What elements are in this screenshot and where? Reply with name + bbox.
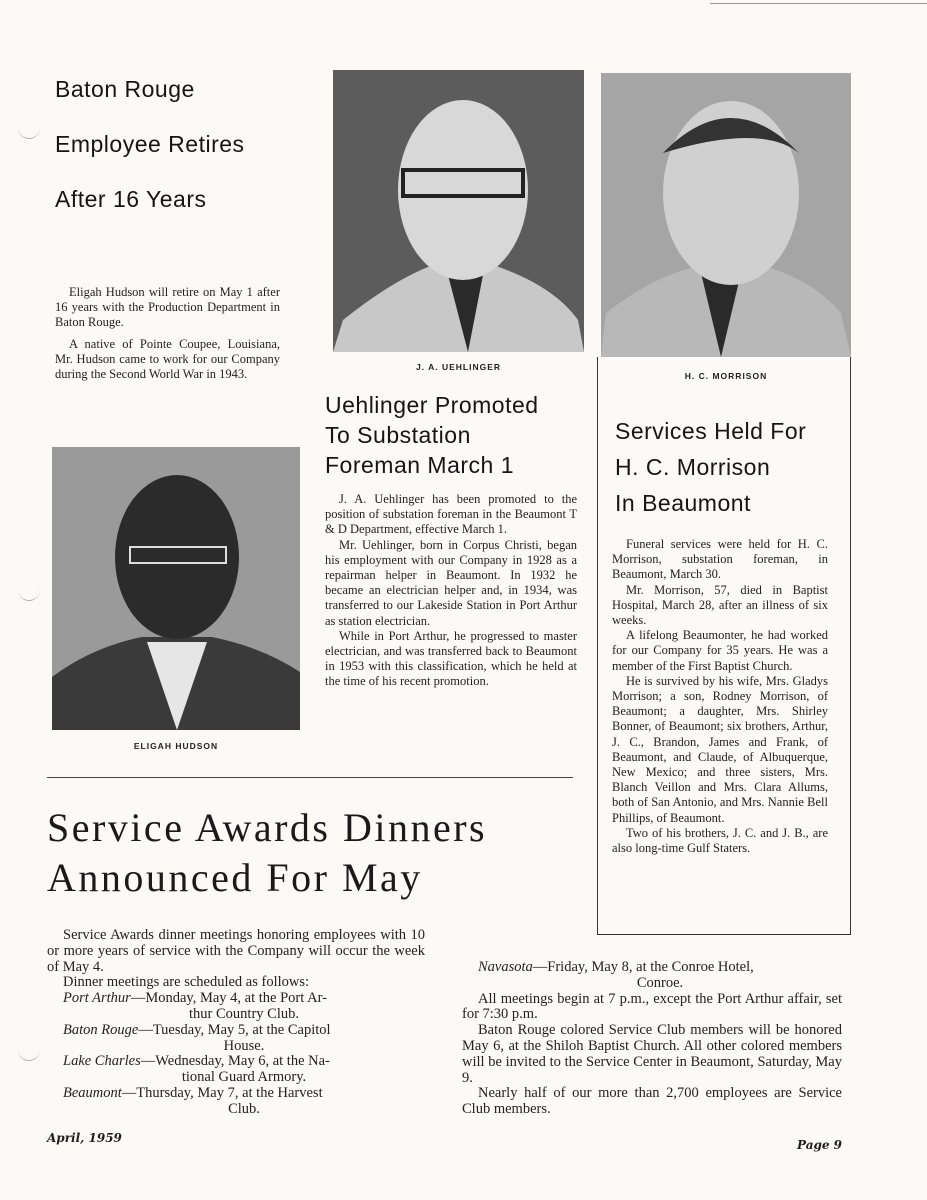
binder-hole-mark — [18, 590, 40, 601]
schedule-place: Lake Charles — [63, 1053, 141, 1070]
headline-line: To Substation — [325, 422, 471, 448]
awards-headline — [47, 803, 487, 903]
schedule-place: Port Arthur — [63, 990, 131, 1007]
headline-line: In Beaumont — [615, 490, 751, 516]
page-number: Page 9 — [797, 1138, 843, 1152]
schedule-details: House. — [223, 1037, 265, 1054]
schedule-details: —Monday, May 4, at the Port Ar- — [130, 990, 327, 1007]
schedule-details: —Wednesday, May 6, at the Na- — [140, 1053, 330, 1070]
headline-line: After 16 Years — [55, 186, 207, 212]
paragraph: Dinner meetings are scheduled as follows: — [63, 974, 310, 991]
edge-line — [710, 3, 927, 4]
headline-line: Announced For May — [47, 855, 423, 900]
hudson-headline — [55, 62, 245, 227]
uehlinger-body — [325, 492, 577, 690]
schedule-item — [47, 1054, 425, 1086]
binder-hole-mark — [18, 1050, 40, 1061]
paragraph: Funeral services were held for H. C. Morrison, substation foreman, in Beaumont, March 30. — [612, 537, 828, 582]
paragraph: Mr. Morrison, 57, died in Baptist Hospital, March 28, after an illness of six weeks. — [612, 582, 828, 628]
awards-body-right — [462, 960, 842, 1118]
schedule-place: Baton Rouge — [63, 1021, 139, 1038]
schedule-details: Club. — [228, 1100, 260, 1117]
photo-caption: J. A. UEHLINGER — [415, 362, 502, 372]
hudson-body — [55, 285, 280, 382]
paragraph: He is survived by his wife, Mrs. Gladys Morrison; a son, Rodney Morrison, of Beaumont; a daughter, Mrs. Shirley Bonner, of Beaumont; six brothers, Arthur, J. C., Brandon, James and Frank, of Beaumont, and Claude, of Albuquerque, New Mexico; and three sisters, Mrs. Blanch Veillon and Mrs. Clara Allums, both of San Antonio, and Mrs. Nannie Bell Phillips, of Beaumont. — [612, 673, 828, 825]
schedule-item — [47, 1086, 425, 1118]
headline-line: H. C. Morrison — [615, 454, 771, 480]
schedule-details: thur Country Club. — [189, 1005, 299, 1022]
headline-line: Uehlinger Promoted — [325, 392, 539, 418]
paragraph: A lifelong Beaumonter, he had worked for our Company for 35 years. He was a member of the First Baptist Church. — [612, 628, 828, 673]
uehlinger-photo — [333, 70, 584, 352]
morrison-headline — [615, 413, 806, 521]
schedule-item — [47, 991, 425, 1023]
schedule-details: Conroe. — [636, 974, 684, 991]
schedule-item — [47, 1023, 425, 1055]
paragraph: All meetings begin at 7 p.m., except the Port Arthur affair, set for 7:30 p.m. — [462, 990, 842, 1023]
morrison-body — [612, 537, 828, 856]
paragraph: A native of Pointe Coupee, Louisiana, Mr. Hudson came to work for our Company during the Second World War in 1943. — [55, 336, 280, 382]
awards-body-left — [47, 928, 425, 1118]
headline-line: Baton Rouge — [55, 76, 195, 102]
paragraph: Eligah Hudson will retire on May 1 after 16 years with the Production Department in Baton Rouge. — [55, 285, 280, 330]
photo-caption: ELIGAH HUDSON — [133, 741, 219, 751]
schedule-place: Beaumont — [63, 1084, 122, 1101]
uehlinger-headline — [325, 390, 539, 480]
paragraph: While in Port Arthur, he progressed to master electrician, and was transferred back to Beaumont in 1953 with this classification, which he held at the time of his recent promotion. — [325, 628, 577, 689]
binder-hole-mark — [18, 128, 40, 139]
schedule-place: Navasota — [478, 959, 533, 975]
paragraph: Mr. Uehlinger, born in Corpus Christi, began his employment with our Company in 1928 as a repairman helper in Beaumont. In 1932 he became an electrician helper and, in 1934, was transferred to our Lakeside Station in Port Arthur as station electrician. — [325, 537, 577, 628]
schedule-details: —Friday, May 8, at the Conroe Hotel, — [532, 959, 754, 975]
section-divider — [47, 777, 573, 778]
paragraph: J. A. Uehlinger has been promoted to the position of substation foreman in the Beaumont T & D Department, effective March 1. — [325, 492, 577, 537]
issue-date: April, 1959 — [47, 1131, 122, 1145]
headline-line: Services Held For — [615, 418, 807, 444]
hudson-photo — [52, 447, 300, 730]
morrison-photo — [601, 73, 851, 357]
photo-caption: H. C. MORRISON — [684, 371, 768, 381]
schedule-details: —Tuesday, May 5, at the Capitol — [138, 1021, 331, 1038]
paragraph: Baton Rouge colored Service Club members will be honored May 6, at the Shiloh Baptist Church. All other colored members will be invited to the Service Center in Beaumont, Saturday, May 9. — [462, 1022, 842, 1086]
schedule-details: —Thursday, May 7, at the Harvest — [121, 1084, 323, 1101]
paragraph: Nearly half of our more than 2,700 employees are Service Club members. — [462, 1085, 842, 1118]
headline-line: Foreman March 1 — [325, 452, 515, 478]
paragraph: Two of his brothers, J. C. and J. B., are also long-time Gulf Staters. — [612, 825, 828, 856]
schedule-details: tional Guard Armory. — [181, 1069, 307, 1086]
schedule-item — [462, 960, 842, 992]
paragraph: Service Awards dinner meetings honoring employees with 10 or more years of service with the Company will occur the week of May 4. — [47, 927, 425, 975]
headline-line: Employee Retires — [55, 131, 245, 157]
headline-line: Service Awards Dinners — [47, 805, 488, 850]
